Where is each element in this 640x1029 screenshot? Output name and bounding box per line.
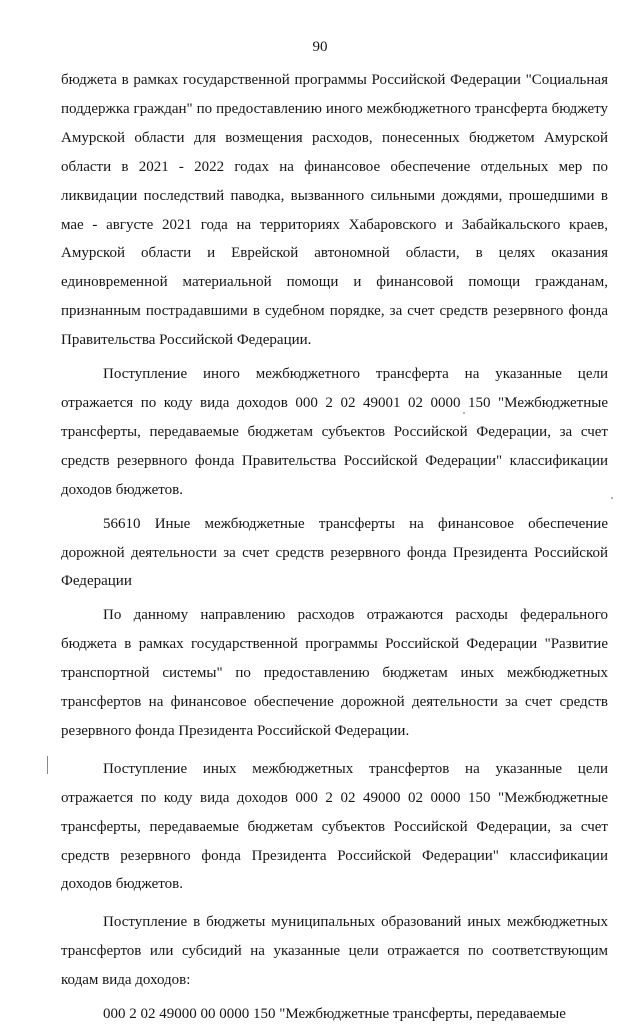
- paragraph-code-line: 000 2 02 49000 00 0000 150 "Межбюджетные трансферты, передаваемые: [103, 1006, 566, 1023]
- scan-margin-mark: [47, 756, 48, 774]
- paragraph-expense-direction: По данному направлению расходов отражаются расходы федерального бюджета в рамках государственной программы Российской Федерации "Развитие транспортной системы" по предоставлению бюджетам иных межбюджетных трансфертов на финансовое обеспечение дорожной деятельности за счет средств резервного фонда Президента Российской Федерации.: [61, 607, 608, 739]
- paragraph-section-heading-56610: 56610 Иные межбюджетные трансферты на финансовое обеспечение дорожной деятельности за счет средств резервного фонда Президента Российской Федерации: [61, 515, 608, 590]
- scan-speck: [463, 412, 465, 414]
- document-body: [61, 66, 608, 1029]
- page-number: 90: [312, 39, 328, 55]
- paragraph-revenue-code-49001: Поступление иного межбюджетного трансферта на указанные цели отражается по коду вида доходов 000 2 02 49001 02 0000 150 "Межбюджетные трансферты, передаваемые бюджетам субъектов Российской Федерации, за счет средств резервного фонда Правительства Российской Федерации" классификации доходов бюджетов.: [61, 366, 608, 498]
- paragraph-revenue-code-49000: Поступление иных межбюджетных трансфертов на указанные цели отражается по коду вида доходов 000 2 02 49000 02 0000 150 "Межбюджетные трансферты, передаваемые бюджетам субъектов Российской Федерации, за счет средств резервного фонда Президента Российской Федерации" классификации доходов бюджетов.: [61, 760, 608, 893]
- paragraph-continuation: бюджета в рамках государственной программы Российской Федерации "Социальная поддержка граждан" по предоставлению иного межбюджетного трансферта бюджету Амурской области для возмещения расходов, понесенных бюджетом Амурской области в 2021 - 2022 годах на финансовое обеспечение отдельных мер по ликвидации последствий паводка, вызванного сильными дождями, прошедшими в мае - августе 2021 года на территориях Хабаровского и Забайкальского краев, Амурской области и Еврейской автономной области, в целях оказания единовременной материальной помощи и финансовой помощи гражданам, признанным пострадавшими в судебном порядке, за счет средств резервного фонда Правительства Российской Федерации.: [61, 72, 608, 349]
- paragraph-municipal-budgets: Поступление в бюджеты муниципальных образований иных межбюджетных трансфертов или субсидий на указанные цели отражается по соответствующим кодам вида доходов:: [61, 914, 608, 989]
- scan-speck: [611, 497, 613, 499]
